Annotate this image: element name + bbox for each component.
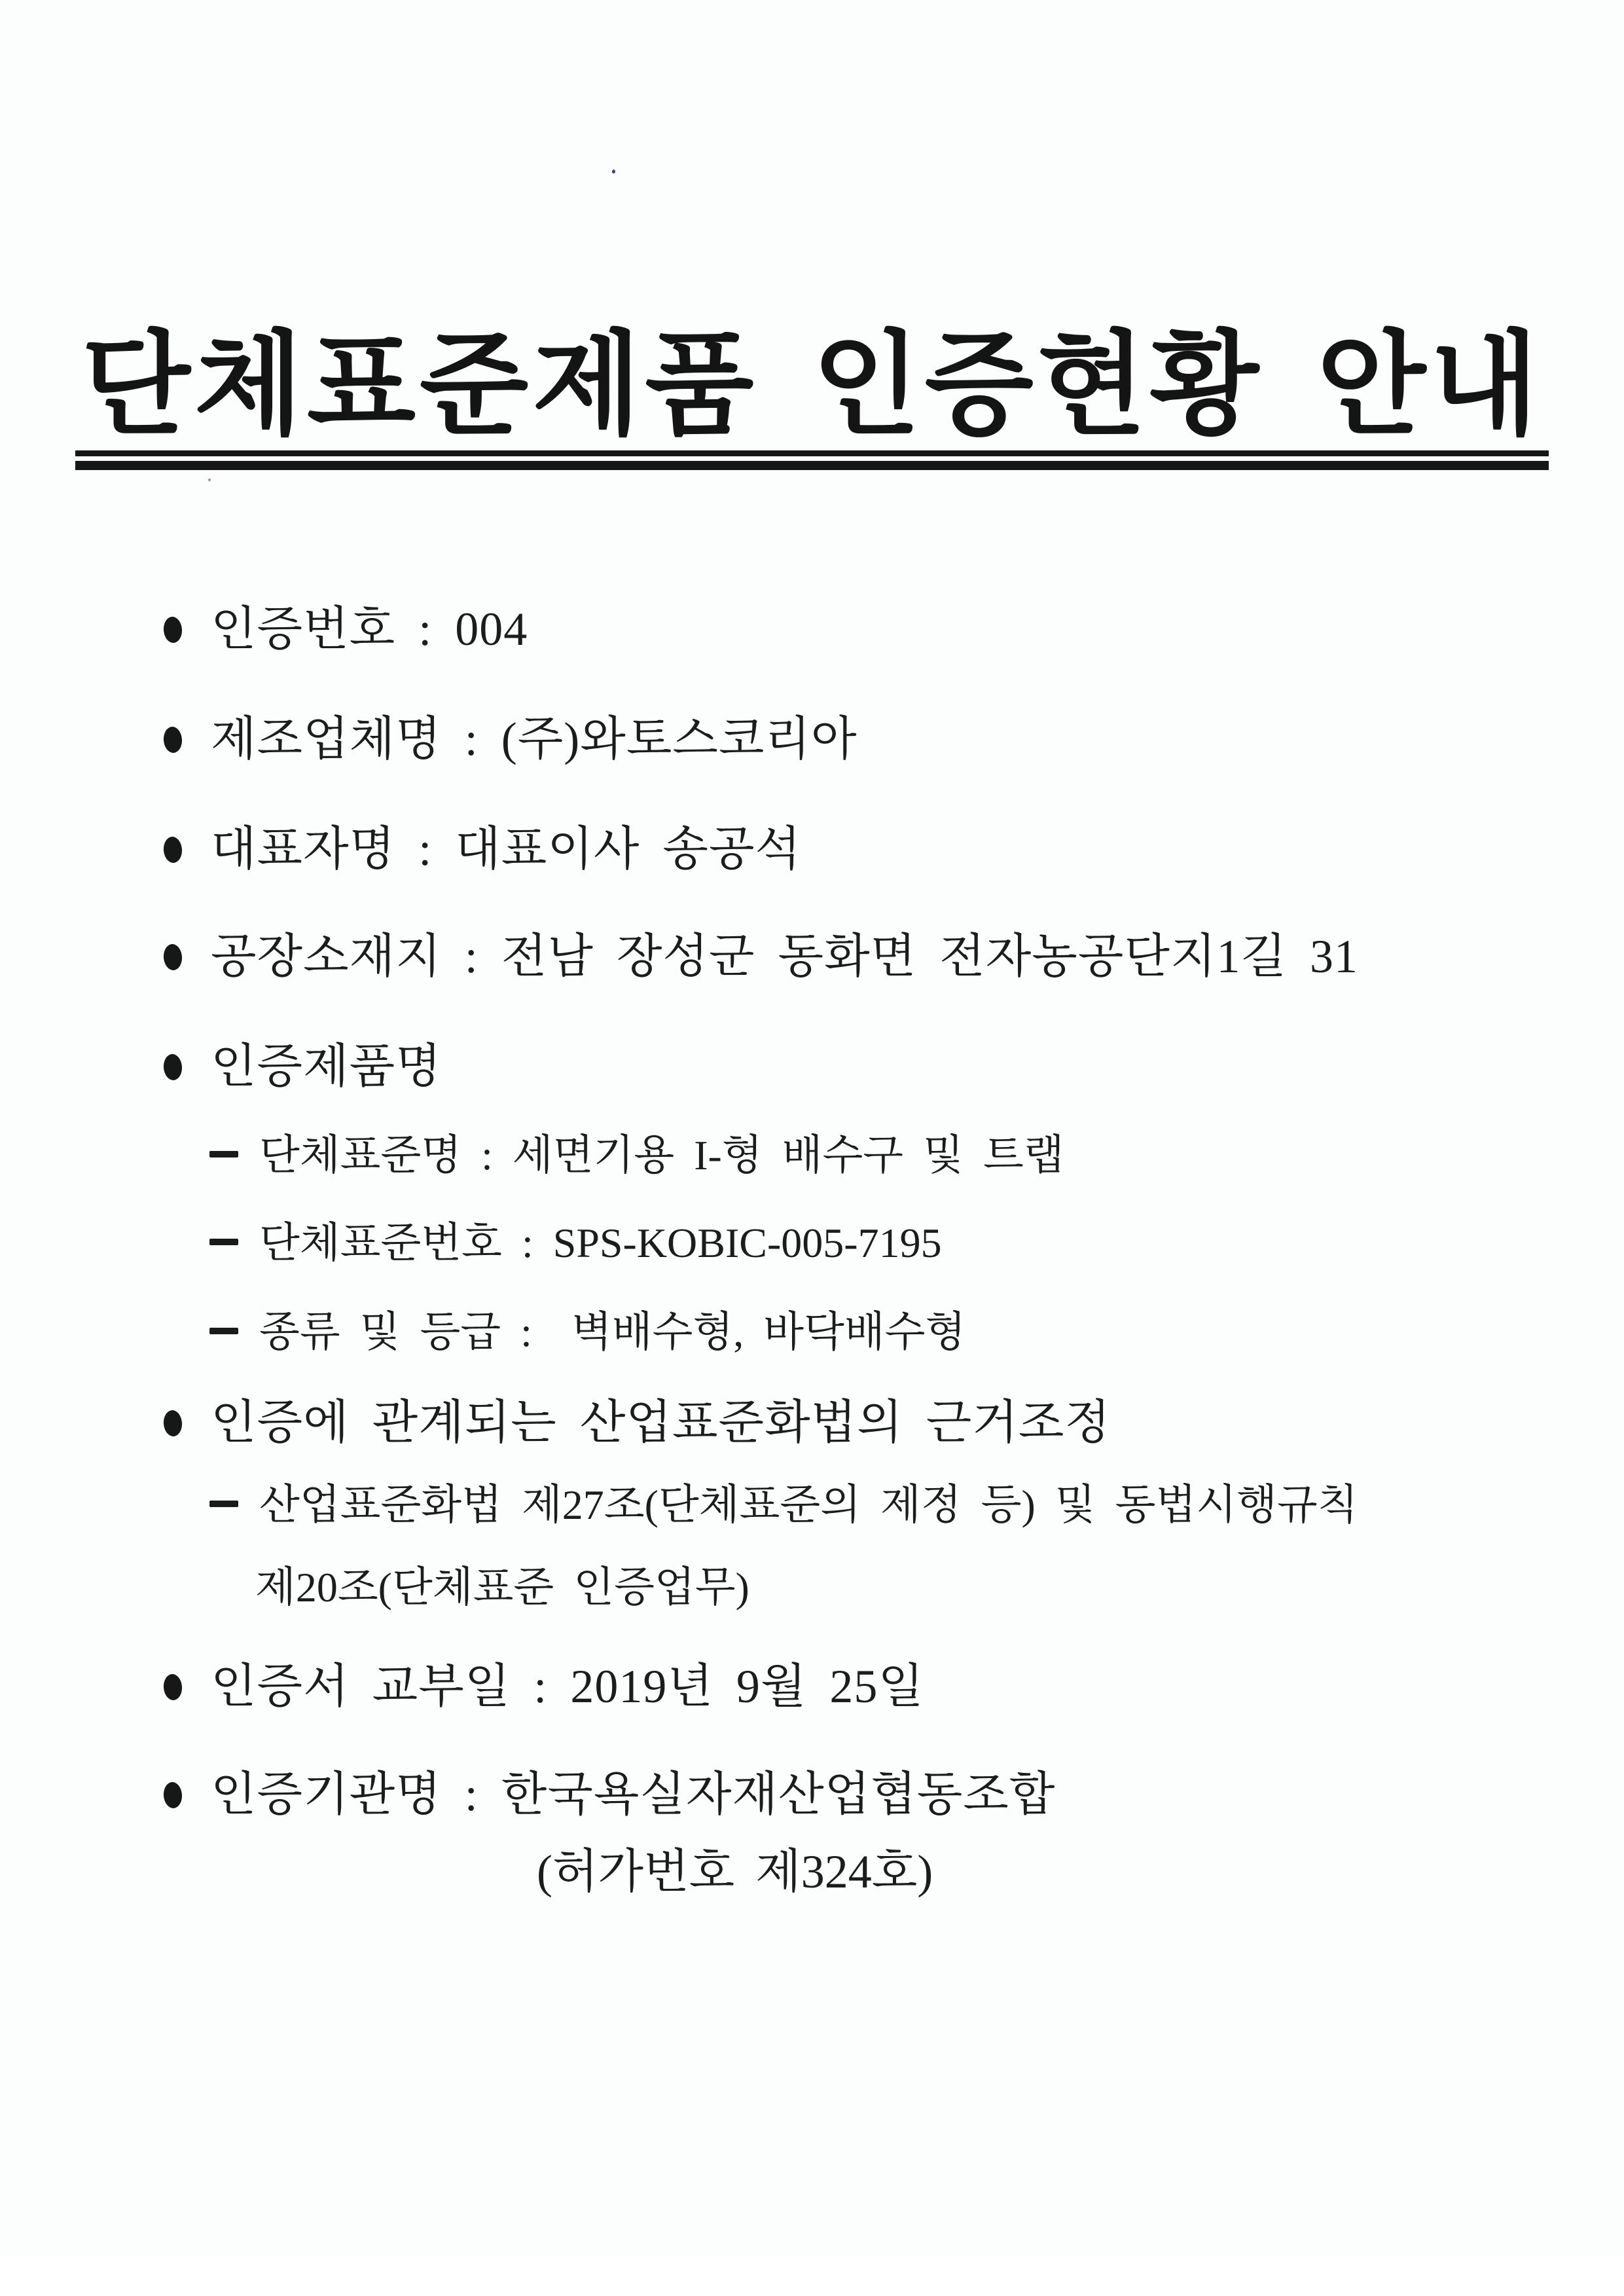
dash-icon [209,1328,238,1334]
title-block [0,326,1624,456]
list-item-issue-date [164,1660,924,1714]
list-subitem-legal-basis-line1 [209,1481,1358,1529]
list-item-certified-product [164,1040,442,1094]
bullet-icon [163,1781,183,1809]
representative-text: 대표자명 : 대표이사 송공석 [211,823,802,875]
manufacturer-text: 제조업체명 : (주)와토스코리아 [211,713,857,765]
factory-location-text: 공장소재지 : 전남 장성군 동화면 전자농공단지1길 31 [211,930,1359,983]
cert-number-text: 인증번호 : 004 [211,603,528,655]
standard-number-text: 단체표준번호 : SPS-KOBIC-005-7195 [259,1220,942,1266]
scan-speck [208,479,211,481]
scan-edge-band [0,2257,1624,2296]
bullet-icon [163,1673,183,1701]
bullet-icon [163,726,183,754]
list-item-cert-org-line2 [537,1845,933,1899]
scan-speck [612,170,615,173]
certified-product-text: 인증제품명 [211,1040,442,1093]
bullet-icon [163,943,183,971]
page-title: 단체표준제품 인증현황 안내 [75,326,1549,456]
legal-basis-line2-text: 제20조(단체표준 인증업무) [255,1564,749,1611]
dash-icon [209,1501,238,1507]
legal-basis-text: 인증에 관계되는 산업표준화법의 근거조정 [211,1396,1111,1449]
cert-org-line2-text: (허가번호 제324호) [537,1846,933,1898]
list-subitem-legal-basis-line2 [255,1563,749,1612]
list-item-factory-location [164,930,1358,984]
list-item-cert-organization [164,1768,1055,1822]
bullet-icon [163,616,183,644]
list-item-legal-basis [164,1396,1111,1450]
list-item-representative [164,822,801,877]
list-item-manufacturer [164,712,857,767]
cert-organization-text: 인증기관명 : 한국욕실자재산업협동조합 [211,1768,1056,1821]
bullet-icon [163,1410,183,1437]
list-subitem-type-and-grade [209,1308,965,1357]
bullet-icon [163,836,183,864]
list-subitem-standard-number [209,1219,942,1267]
legal-basis-line1-text: 산업표준화법 제27조(단체표준의 제정 등) 및 동법시행규칙 [259,1482,1358,1528]
dash-icon [209,1239,238,1245]
list-item-cert-number [164,602,528,657]
bullet-icon [163,1053,183,1081]
dash-icon [209,1151,238,1157]
standard-name-text: 단체표준명 : 세면기용 I-형 배수구 및 트랩 [259,1132,1064,1178]
type-and-grade-text: 종류 및 등급 : 벽배수형, 바닥배수형 [259,1309,966,1355]
issue-date-text: 인증서 교부일 : 2019년 9월 25일 [211,1660,924,1713]
list-subitem-standard-name [209,1131,1064,1180]
